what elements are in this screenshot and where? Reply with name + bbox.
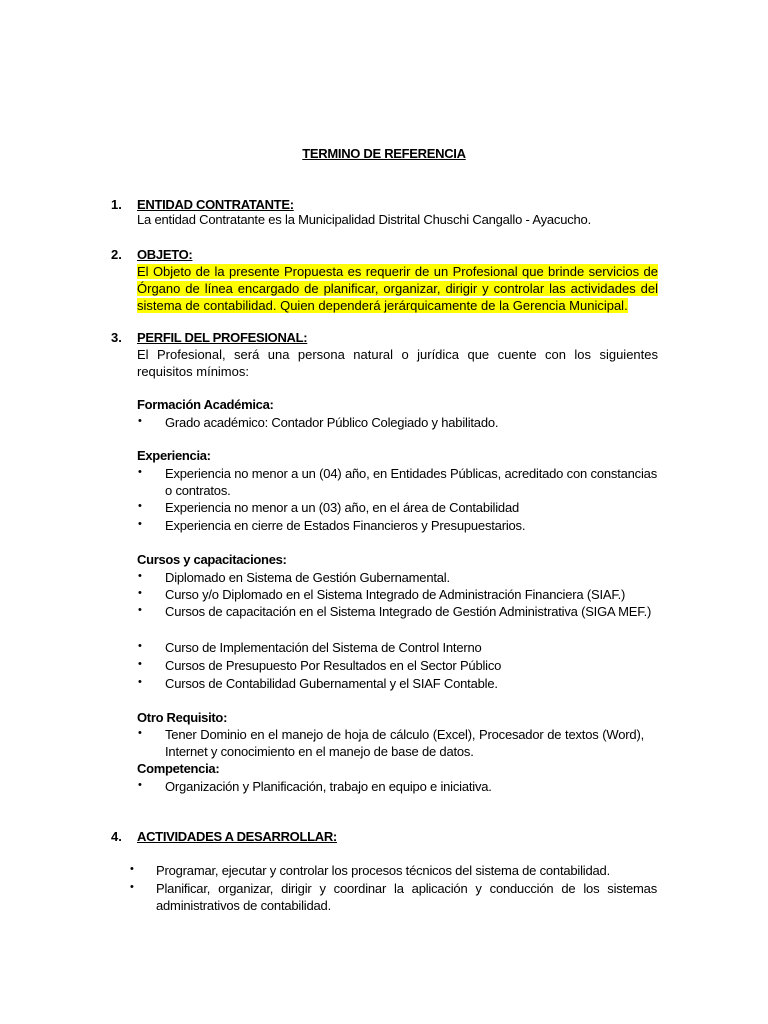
section-text-entidad: La entidad Contratante es la Municipalidad Distrital Chuschi Cangallo - Ayacucho. (137, 212, 591, 227)
list-item: Curso de Implementación del Sistema de Control Interno (165, 640, 482, 655)
list-item: Grado académico: Contador Público Colegiado y habilitado. (165, 415, 499, 430)
subsection-title-competencia: Competencia: (137, 761, 220, 776)
bullet-icon: • (138, 779, 142, 791)
list-item: Experiencia no menor a un (03) año, en el área de Contabilidad (165, 500, 520, 515)
bullet-icon: • (138, 658, 142, 670)
section-number-2: 2. (111, 247, 122, 262)
list-item: Cursos de Contabilidad Gubernamental y el SIAF Contable. (165, 676, 498, 691)
section-text-objeto (137, 263, 658, 314)
section-heading-actividades: ACTIVIDADES A DESARROLLAR: (137, 829, 337, 844)
bullet-icon: • (138, 604, 142, 616)
subsection-title-otro-requisito: Otro Requisito: (137, 710, 228, 725)
bullet-icon: • (138, 518, 142, 530)
subsection-title-formacion: Formación Académica: (137, 397, 274, 412)
list-item: Organización y Planificación, trabajo en equipo e iniciativa. (165, 779, 492, 794)
list-item: Experiencia no menor a un (04) año, en Entidades Públicas, acreditado con constancias o contratos. (165, 466, 657, 498)
list-item: Tener Dominio en el manejo de hoja de cálculo (Excel), Procesador de textos (Word), Internet y conocimiento en el manejo de base de datos. (165, 727, 644, 759)
list-item: Planificar, organizar, dirigir y coordinar la aplicación y conducción de los sistemas administrativos de contabilidad. (156, 881, 657, 913)
subsection-title-experiencia: Experiencia: (137, 448, 211, 463)
bullet-icon: • (138, 640, 142, 652)
section-heading-objeto: OBJETO: (137, 247, 193, 262)
bullet-icon: • (130, 863, 134, 875)
section-heading-perfil: PERFIL DEL PROFESIONAL: (137, 330, 308, 345)
section-heading-entidad: ENTIDAD CONTRATANTE: (137, 197, 294, 212)
section-number-4: 4. (111, 829, 122, 844)
list-item: Curso y/o Diplomado en el Sistema Integrado de Administración Financiera (SIAF.) (165, 587, 626, 602)
highlighted-text: El Objeto de la presente Propuesta es requerir de un Profesional que brinde servicios de Órgano de línea encargado de planificar, organizar, dirigir y controlar las actividades del sistema de contabilidad. Quien dependerá jerárquicamente de la Gerencia Municipal. (137, 264, 658, 313)
bullet-icon: • (138, 676, 142, 688)
list-item: Diplomado en Sistema de Gestión Gubernamental. (165, 570, 450, 585)
bullet-icon: • (130, 881, 134, 893)
list-item: Experiencia en cierre de Estados Financieros y Presupuestarios. (165, 518, 526, 533)
section-number-1: 1. (111, 197, 122, 212)
list-item: Cursos de capacitación en el Sistema Integrado de Gestión Administrativa (SIGA MEF.) (165, 604, 652, 619)
bullet-icon: • (138, 570, 142, 582)
bullet-icon: • (138, 500, 142, 512)
list-item: Cursos de Presupuesto Por Resultados en el Sector Público (165, 658, 502, 673)
bullet-icon: • (138, 587, 142, 599)
list-item: Programar, ejecutar y controlar los procesos técnicos del sistema de contabilidad. (156, 863, 610, 878)
document-title: TERMINO DE REFERENCIA (302, 146, 466, 161)
bullet-icon: • (138, 415, 142, 427)
subsection-title-cursos: Cursos y capacitaciones: (137, 552, 287, 567)
bullet-icon: • (138, 466, 142, 478)
section-number-3: 3. (111, 330, 122, 345)
section-text-perfil: El Profesional, será una persona natural o jurídica que cuente con los siguientes requisitos mínimos: (137, 347, 658, 379)
bullet-icon: • (138, 727, 142, 739)
